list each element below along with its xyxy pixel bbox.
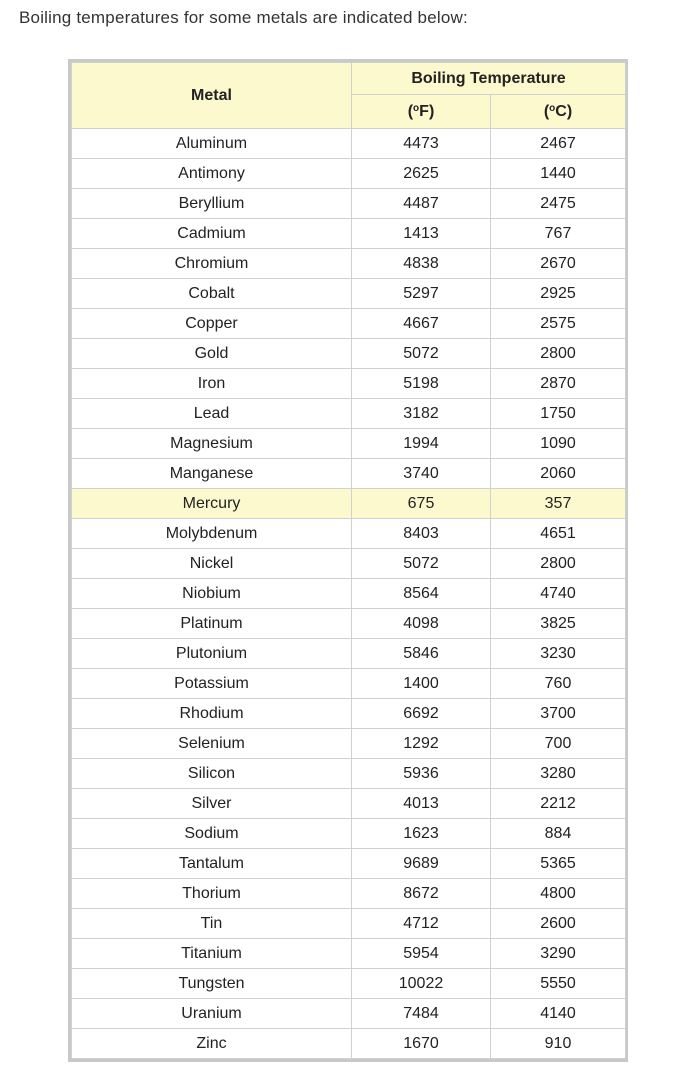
celsius-value-cell: 1090 (491, 429, 626, 459)
table-row (72, 399, 626, 429)
table-row (72, 369, 626, 399)
celsius-value-cell: 3825 (491, 609, 626, 639)
table-row (72, 669, 626, 699)
celsius-value-cell: 2670 (491, 249, 626, 279)
table-row (72, 519, 626, 549)
metal-name-cell: Tantalum (72, 849, 352, 879)
celsius-value-cell: 2060 (491, 459, 626, 489)
fahrenheit-unit-letter: F (419, 102, 429, 120)
metal-name-cell: Manganese (72, 459, 352, 489)
celsius-value-cell: 760 (491, 669, 626, 699)
celsius-value-cell: 2800 (491, 549, 626, 579)
metal-name-cell: Copper (72, 309, 352, 339)
table-header (72, 63, 626, 129)
table-row (72, 969, 626, 999)
metal-name-cell: Tungsten (72, 969, 352, 999)
fahrenheit-value-cell: 5954 (352, 939, 491, 969)
fahrenheit-value-cell: 9689 (352, 849, 491, 879)
metal-name-cell: Thorium (72, 879, 352, 909)
metal-name-cell: Beryllium (72, 189, 352, 219)
metal-name-cell: Molybdenum (72, 519, 352, 549)
metal-name-cell: Sodium (72, 819, 352, 849)
fahrenheit-value-cell: 8672 (352, 879, 491, 909)
table-row (72, 189, 626, 219)
celsius-value-cell: 4800 (491, 879, 626, 909)
fahrenheit-value-cell: 4098 (352, 609, 491, 639)
table-row (72, 789, 626, 819)
fahrenheit-value-cell: 3740 (352, 459, 491, 489)
metal-name-cell: Niobium (72, 579, 352, 609)
metal-name-cell: Platinum (72, 609, 352, 639)
table-row (72, 159, 626, 189)
fahrenheit-value-cell: 1413 (352, 219, 491, 249)
metal-name-cell: Uranium (72, 999, 352, 1029)
celsius-value-cell: 2212 (491, 789, 626, 819)
metal-name-cell: Mercury (72, 489, 352, 519)
celsius-value-cell: 3700 (491, 699, 626, 729)
boiling-temperature-header: Boiling Temperature (352, 63, 626, 95)
fahrenheit-value-cell: 8564 (352, 579, 491, 609)
celsius-value-cell: 2467 (491, 129, 626, 159)
table-row (72, 279, 626, 309)
fahrenheit-value-cell: 5072 (352, 339, 491, 369)
fahrenheit-value-cell: 6692 (352, 699, 491, 729)
fahrenheit-value-cell: 5297 (352, 279, 491, 309)
fahrenheit-value-cell: 5198 (352, 369, 491, 399)
metal-name-cell: Antimony (72, 159, 352, 189)
fahrenheit-value-cell: 4013 (352, 789, 491, 819)
metal-name-cell: Selenium (72, 729, 352, 759)
metal-name-cell: Chromium (72, 249, 352, 279)
table-row (72, 1029, 626, 1059)
table-row (72, 879, 626, 909)
table-row (72, 939, 626, 969)
metal-name-cell: Lead (72, 399, 352, 429)
fahrenheit-value-cell: 10022 (352, 969, 491, 999)
metal-name-cell: Potassium (72, 669, 352, 699)
table-row (72, 429, 626, 459)
celsius-value-cell: 2800 (491, 339, 626, 369)
fahrenheit-value-cell: 4667 (352, 309, 491, 339)
fahrenheit-value-cell: 4838 (352, 249, 491, 279)
celsius-value-cell: 2925 (491, 279, 626, 309)
celsius-value-cell: 700 (491, 729, 626, 759)
celsius-value-cell: 2575 (491, 309, 626, 339)
table-row (72, 309, 626, 339)
celsius-value-cell: 3290 (491, 939, 626, 969)
table-row (72, 219, 626, 249)
fahrenheit-value-cell: 1670 (352, 1029, 491, 1059)
metal-name-cell: Rhodium (72, 699, 352, 729)
metal-name-cell: Nickel (72, 549, 352, 579)
intro-text: Boiling temperatures for some metals are indicated below: (19, 8, 468, 27)
celsius-value-cell: 4140 (491, 999, 626, 1029)
header-row-top (72, 63, 626, 95)
celsius-value-cell: 2600 (491, 909, 626, 939)
celsius-column-header: ($^o$C) (491, 95, 626, 129)
table-row (72, 759, 626, 789)
metal-name-cell: Gold (72, 339, 352, 369)
fahrenheit-value-cell: 7484 (352, 999, 491, 1029)
metal-name-cell: Cobalt (72, 279, 352, 309)
celsius-value-cell: 1440 (491, 159, 626, 189)
metal-name-cell: Titanium (72, 939, 352, 969)
celsius-value-cell: 910 (491, 1029, 626, 1059)
fahrenheit-value-cell: 1623 (352, 819, 491, 849)
metal-name-cell: Magnesium (72, 429, 352, 459)
table-row (72, 249, 626, 279)
metal-name-cell: Plutonium (72, 639, 352, 669)
table-row (72, 579, 626, 609)
table-row (72, 459, 626, 489)
fahrenheit-value-cell: 5936 (352, 759, 491, 789)
celsius-unit-letter: C (555, 102, 567, 120)
celsius-value-cell: 767 (491, 219, 626, 249)
celsius-degree-mark: o (549, 102, 556, 114)
celsius-value-cell: 5550 (491, 969, 626, 999)
table-row (72, 609, 626, 639)
table-row (72, 129, 626, 159)
metal-name-cell: Silver (72, 789, 352, 819)
table-row (72, 909, 626, 939)
table-row (72, 999, 626, 1029)
table-row (72, 489, 626, 519)
fahrenheit-value-cell: 8403 (352, 519, 491, 549)
fahrenheit-value-cell: 1400 (352, 669, 491, 699)
metal-name-cell: Cadmium (72, 219, 352, 249)
celsius-value-cell: 2870 (491, 369, 626, 399)
fahrenheit-value-cell: 4473 (352, 129, 491, 159)
celsius-value-cell: 3230 (491, 639, 626, 669)
metal-name-cell: Tin (72, 909, 352, 939)
celsius-value-cell: 884 (491, 819, 626, 849)
metal-name-cell: Zinc (72, 1029, 352, 1059)
celsius-value-cell: 2475 (491, 189, 626, 219)
fahrenheit-value-cell: 5072 (352, 549, 491, 579)
metal-column-header: Metal (72, 63, 352, 129)
table-row (72, 339, 626, 369)
celsius-value-cell: 4740 (491, 579, 626, 609)
metal-name-cell: Aluminum (72, 129, 352, 159)
table-row (72, 549, 626, 579)
celsius-value-cell: 3280 (491, 759, 626, 789)
table-row (72, 699, 626, 729)
fahrenheit-column-header: ($^o$F) (352, 95, 491, 129)
fahrenheit-value-cell: 1994 (352, 429, 491, 459)
metal-name-cell: Iron (72, 369, 352, 399)
fahrenheit-degree-mark: o (413, 102, 420, 114)
celsius-value-cell: 1750 (491, 399, 626, 429)
table-row (72, 849, 626, 879)
fahrenheit-value-cell: 675 (352, 489, 491, 519)
fahrenheit-value-cell: 2625 (352, 159, 491, 189)
fahrenheit-value-cell: 1292 (352, 729, 491, 759)
fahrenheit-value-cell: 3182 (352, 399, 491, 429)
metal-name-cell: Silicon (72, 759, 352, 789)
celsius-value-cell: 5365 (491, 849, 626, 879)
table-body (72, 129, 626, 1059)
fahrenheit-value-cell: 4712 (352, 909, 491, 939)
celsius-value-cell: 357 (491, 489, 626, 519)
table-row (72, 819, 626, 849)
celsius-value-cell: 4651 (491, 519, 626, 549)
boiling-temperature-table (71, 62, 626, 1059)
boiling-temperature-table-container (68, 59, 628, 1062)
fahrenheit-value-cell: 4487 (352, 189, 491, 219)
table-row (72, 639, 626, 669)
fahrenheit-value-cell: 5846 (352, 639, 491, 669)
table-row (72, 729, 626, 759)
